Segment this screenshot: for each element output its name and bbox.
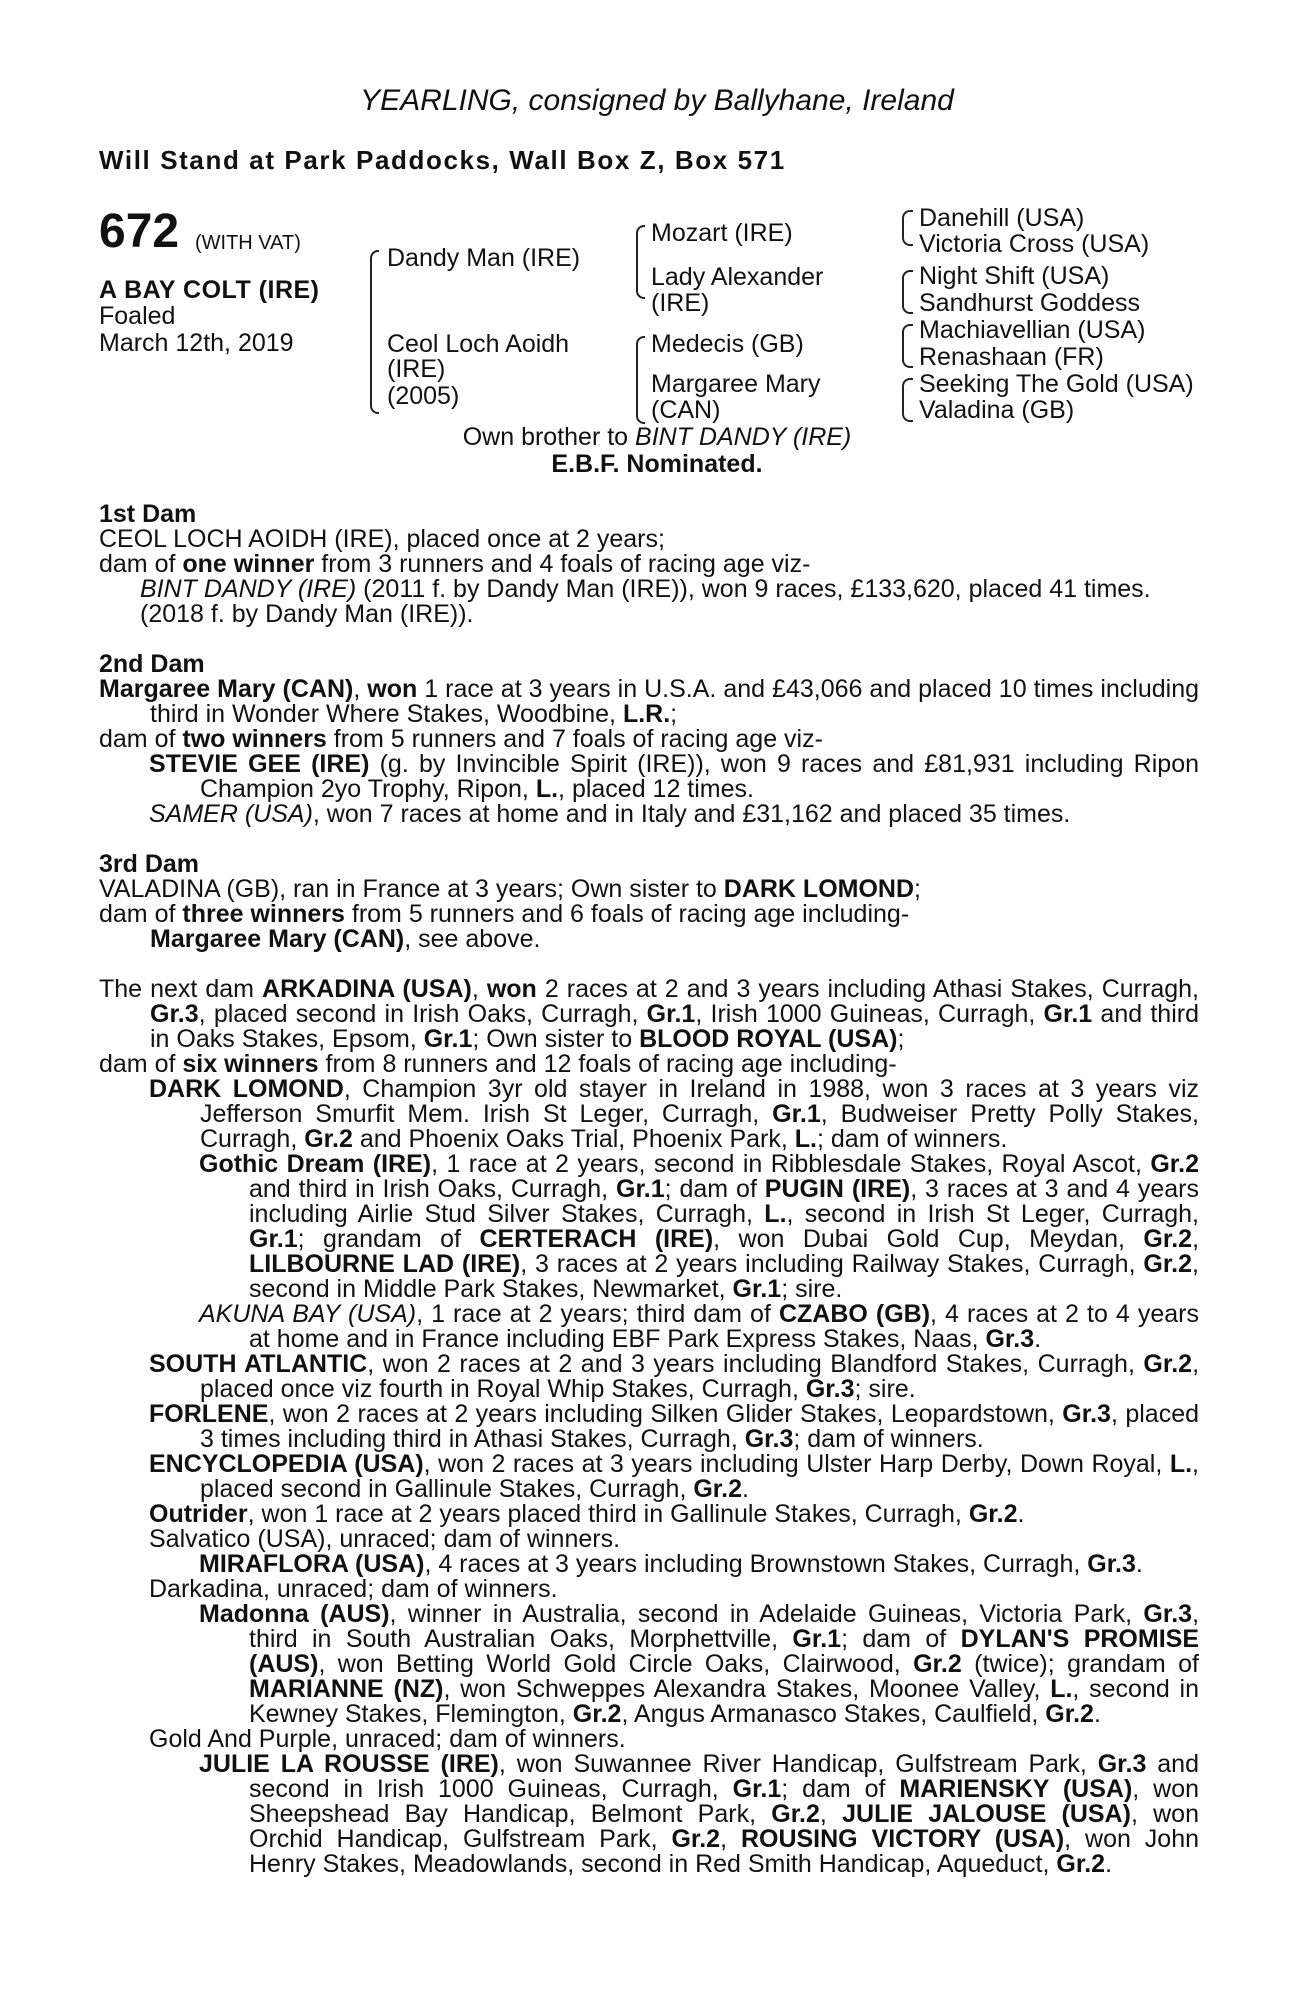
pedigree-dam-line3: (2005) <box>387 382 460 410</box>
pedigree-g6: Renashaan (FR) <box>919 343 1104 371</box>
third-dam-heading: 3rd Dam <box>99 850 200 878</box>
brace-sire <box>636 225 645 299</box>
catalogue-header: YEARLING, consigned by Ballyhane, Ireland <box>360 84 954 117</box>
produce-record <box>99 502 1199 1877</box>
third-dam-produce: dam of three winners from 5 runners and 6 foals of racing age including- <box>99 900 910 928</box>
produce-julie-la-rousse: JULIE LA ROUSSE (IRE), won Suwannee River Handicap, Gulfstream Park, Gr.3 and second in Irish 1000 Guineas, Curragh, Gr.1; dam of MARIENSKY (USA), won Sheepshead Bay Handicap, Belmont Park, Gr.2, JULIE JALOUSE (USA), won Orchid Handicap, Gulfstream Park, Gr.2, ROUSING VICTORY (USA), won John Henry Stakes, Meadowlands, second in Red Smith Handicap, Aqueduct, Gr.2. <box>199 1750 1199 1878</box>
brace-main <box>370 250 379 414</box>
produce-stevie-gee: STEVIE GEE (IRE) (g. by Invincible Spirit (IRE)), won 9 races and £81,931 including Ripon Champion 2yo Trophy, Ripon, L., placed 12 times. <box>149 750 1200 803</box>
first-dam-line: CEOL LOCH AOIDH (IRE), placed once at 2 years; <box>99 525 665 553</box>
produce-bint-dandy: BINT DANDY (IRE) (2011 f. by Dandy Man (IRE)), won 9 races, £133,620, placed 41 times. <box>140 575 1151 603</box>
own-brother-note: Own brother to BINT DANDY (IRE) <box>462 423 852 451</box>
pedigree-sire-dam-line1: Lady Alexander <box>651 263 824 291</box>
produce-akuna-bay: AKUNA BAY (USA), 1 race at 2 years; third dam of CZABO (GB), 4 races at 2 to 4 years at home and in France including EBF Park Express Stakes, Naas, Gr.3. <box>199 1300 1199 1353</box>
second-dam-produce: dam of two winners from 5 runners and 7 foals of racing age viz- <box>99 725 823 753</box>
pedigree-sire-sire: Mozart (IRE) <box>651 219 793 247</box>
produce-encyclopedia: ENCYCLOPEDIA (USA), won 2 races at 3 years including Ulster Harp Derby, Down Royal, L., placed second in Gallinule Stakes, Curragh, Gr.2. <box>149 1450 1199 1503</box>
third-dam-line: VALADINA (GB), ran in France at 3 years; Own sister to DARK LOMOND; <box>99 875 921 903</box>
produce-outrider: Outrider, won 1 race at 2 years placed third in Gallinule Stakes, Curragh, Gr.2. <box>149 1500 1025 1528</box>
pedigree-dam-sire: Medecis (GB) <box>651 330 804 358</box>
next-dam-produce: dam of six winners from 8 runners and 12 foals of racing age including- <box>99 1050 897 1078</box>
produce-madonna: Madonna (AUS), winner in Australia, second in Adelaide Guineas, Victoria Park, Gr.3, third in South Australian Oaks, Morphettville, Gr.1; dam of DYLAN'S PROMISE (AUS), won Betting World Gold Circle Oaks, Clairwood, Gr.2 (twice); grandam of MARIANNE (NZ), won Schweppes Alexandra Stakes, Moonee Valley, L., second in Kewney Stakes, Flemington, Gr.2, Angus Armanasco Stakes, Caulfield, Gr.2. <box>199 1600 1200 1728</box>
pedigree-dam-line1: Ceol Loch Aoidh <box>387 330 570 358</box>
produce-forlene: FORLENE, won 2 races at 2 years including Silken Glider Stakes, Leopardstown, Gr.3, placed 3 times including third in Athasi Stakes, Curragh, Gr.3; dam of winners. <box>149 1400 1200 1453</box>
brace-dam <box>636 336 645 424</box>
brace-g56 <box>902 324 913 368</box>
pedigree-g8: Valadina (GB) <box>919 396 1075 424</box>
pedigree-dam-dam-line2: (CAN) <box>651 396 721 424</box>
pedigree-dam-dam-line1: Margaree Mary <box>651 370 821 398</box>
pedigree-g4: Sandhurst Goddess <box>919 289 1140 317</box>
vat-note: (WITH VAT) <box>195 232 301 254</box>
produce-gold-and-purple: Gold And Purple, unraced; dam of winners. <box>149 1725 626 1753</box>
pedigree-sire-dam-line2: (IRE) <box>651 289 710 317</box>
lot-description: A BAY COLT (IRE) <box>99 276 320 304</box>
stand-location: Will Stand at Park Paddocks, Wall Box Z, Box 571 <box>99 145 786 175</box>
second-dam-line: Margaree Mary (CAN), won 1 race at 3 years in U.S.A. and £43,066 and placed 10 times including third in Wonder Where Stakes, Woodbine, L.R.; <box>99 675 1199 728</box>
brace-g12 <box>902 210 913 246</box>
next-dam-line: The next dam ARKADINA (USA), won 2 races at 2 and 3 years including Athasi Stakes, Curragh, Gr.3, placed second in Irish Oaks, Curragh, Gr.1, Irish 1000 Guineas, Curragh, Gr.1 and third in Oaks Stakes, Epsom, Gr.1; Own sister to BLOOD ROYAL (USA); <box>99 975 1199 1053</box>
produce-margaree-mary: Margaree Mary (CAN), see above. <box>150 925 541 953</box>
second-dam-heading: 2nd Dam <box>99 650 205 678</box>
pedigree-dam-line2: (IRE) <box>387 355 446 383</box>
produce-miraflora: MIRAFLORA (USA), 4 races at 3 years including Brownstown Stakes, Curragh, Gr.3. <box>199 1550 1143 1578</box>
first-dam-produce: dam of one winner from 3 runners and 4 foals of racing age viz- <box>99 550 811 578</box>
pedigree-g2: Victoria Cross (USA) <box>919 230 1150 258</box>
produce-darkadina: Darkadina, unraced; dam of winners. <box>149 1575 558 1603</box>
pedigree-g7: Seeking The Gold (USA) <box>919 370 1194 398</box>
produce-salvatico: Salvatico (USA), unraced; dam of winners. <box>149 1525 621 1553</box>
produce-dark-lomond: DARK LOMOND, Champion 3yr old stayer in Ireland in 1988, won 3 races at 3 years viz Jefferson Smurfit Mem. Irish St Leger, Curragh, Gr.1, Budweiser Pretty Polly Stakes, Curragh, Gr.2 and Phoenix Oaks Trial, Phoenix Park, L.; dam of winners. <box>149 1075 1199 1153</box>
brace-g78 <box>902 378 913 422</box>
produce-2018: (2018 f. by Dandy Man (IRE)). <box>140 600 474 628</box>
pedigree-g1: Danehill (USA) <box>919 204 1085 232</box>
own-brother-name: BINT DANDY (IRE) <box>635 423 852 451</box>
pedigree-g5: Machiavellian (USA) <box>919 316 1146 344</box>
lot-number: 672 <box>99 205 180 258</box>
ebf-nominated: E.B.F. Nominated. <box>551 450 763 478</box>
foaled-date: March 12th, 2019 <box>99 329 294 357</box>
first-dam-heading: 1st Dam <box>99 500 197 528</box>
foaled-label: Foaled <box>99 302 176 330</box>
produce-samer: SAMER (USA), won 7 races at home and in Italy and £31,162 and placed 35 times. <box>149 800 1071 828</box>
pedigree-g3: Night Shift (USA) <box>919 262 1110 290</box>
brace-g34 <box>902 270 913 314</box>
pedigree-sire: Dandy Man (IRE) <box>387 244 581 272</box>
produce-south-atlantic: SOUTH ATLANTIC, won 2 races at 2 and 3 years including Blandford Stakes, Curragh, Gr.2, placed once viz fourth in Royal Whip Stakes, Curragh, Gr.3; sire. <box>149 1350 1200 1403</box>
produce-gothic-dream: Gothic Dream (IRE), 1 race at 2 years, second in Ribblesdale Stakes, Royal Ascot, Gr.2 and third in Irish Oaks, Curragh, Gr.1; dam of PUGIN (IRE), 3 races at 3 and 4 years including Airlie Stud Silver Stakes, Curragh, L., second in Irish St Leger, Curragh, Gr.1; grandam of CERTERACH (IRE), won Dubai Gold Cup, Meydan, Gr.2, LILBOURNE LAD (IRE), 3 races at 2 years including Railway Stakes, Curragh, Gr.2, second in Middle Park Stakes, Newmarket, Gr.1; sire. <box>199 1150 1200 1303</box>
